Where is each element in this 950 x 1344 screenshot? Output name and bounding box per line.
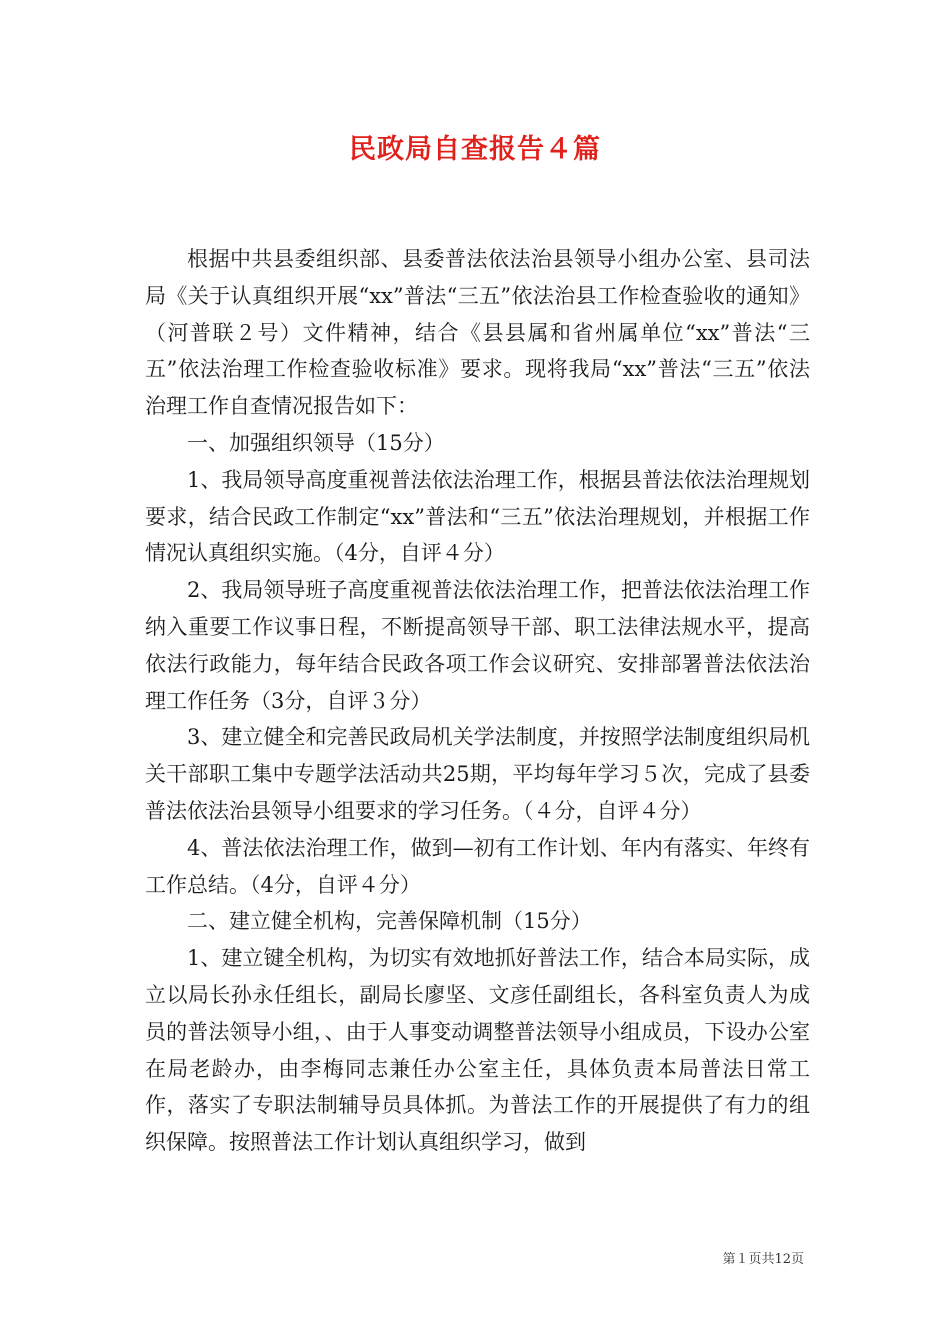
- section-heading: 一、加强组织领导（15分）: [187, 430, 445, 455]
- section-heading: 二、建立健全机构，完善保障机制（15分）: [187, 909, 592, 934]
- document-body: [145, 241, 810, 1161]
- paragraph: 根据中共县委组织部、县委普法依法治县领导小组办公室、县司法局《关于认真组织开展“xx”普法“三五”依法治县工作检查验收的通知》（河普联２号）文件精神，结合《县县属和省州属单位“xx”普法“三五”依法治理工作检查验收标准》要求。现将我局“xx”普法“三五”依法治理工作自查情况报告如下：: [145, 247, 810, 419]
- paragraph: 2、我局领导班子高度重视普法依法治理工作，把普法依法治理工作纳入重要工作议事日程，不断提高领导干部、职工法律法规水平，提高依法行政能力，每年结合民政各项工作会议研究、安排部署普法依法治理工作任务（3分，自评３分）: [145, 578, 810, 713]
- paragraph: 4、普法依法治理工作，做到—初有工作计划、年内有落实、年终有工作总结。（4分，自评４分）: [145, 835, 810, 897]
- paragraph: 3、建立健全和完善民政局机关学法制度，并按照学法制度组织局机关干部职工集中专题学法活动共25期，平均每年学习５次，完成了县委普法依法治县领导小组要求的学习任务。（４分，自评４分）: [145, 725, 810, 823]
- paragraph: 1、我局领导高度重视普法依法治理工作，根据县普法依法治理规划要求，结合民政工作制定“xx”普法和“三五”依法治理规划，并根据工作情况认真组织实施。（4分，自评４分）: [145, 467, 810, 566]
- paragraph: 1、建立键全机构，为切实有效地抓好普法工作，结合本局实际，成立以局长孙永任组长，副局长廖坚、文彦任副组长，各科室负责人为成员的普法领导小组，、由于人事变动调整普法领导小组成员，下设办公室在局老龄办，由李梅同志兼任办公室主任，具体负责本局普法日常工作，落实了专职法制辅导员具体抓。为普法工作的开展提供了有力的组织保障。按照普法工作计划认真组织学习，做到: [145, 946, 810, 1155]
- page-number: 第１页共12页: [722, 1252, 804, 1267]
- page-title: 民政局自查报告４篇: [349, 134, 601, 165]
